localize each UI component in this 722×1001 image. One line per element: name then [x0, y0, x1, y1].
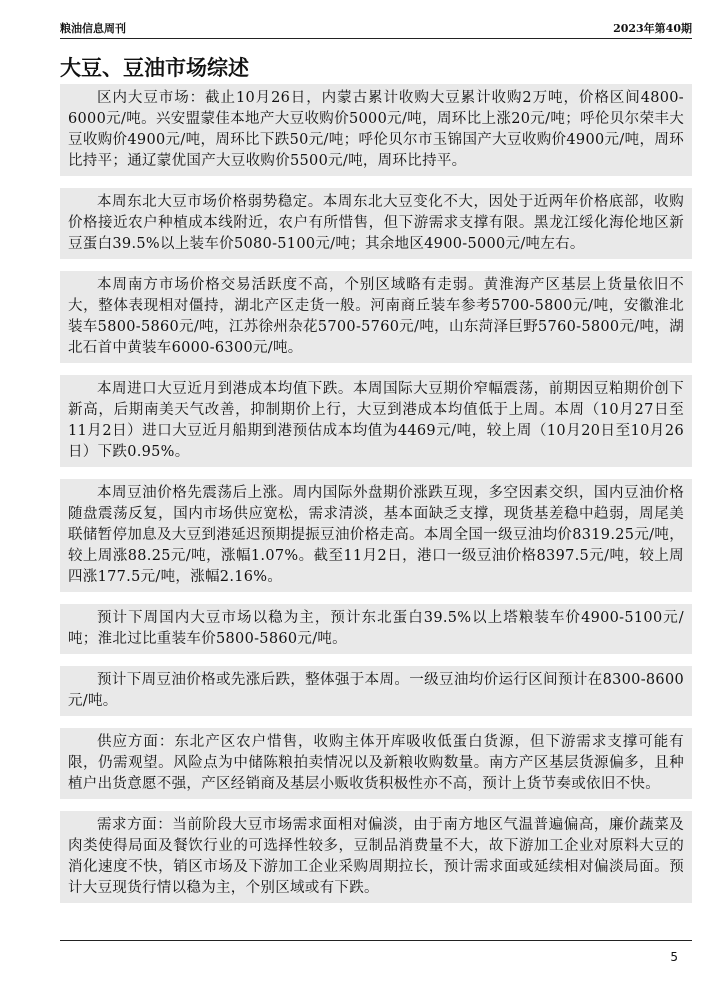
issue-number: 2023年第40期	[613, 22, 692, 35]
paragraph-box	[60, 375, 692, 467]
paragraph-box	[60, 271, 692, 363]
page-header	[60, 14, 692, 39]
paragraph-box	[60, 479, 692, 592]
article-title: 大豆、豆油市场综述	[60, 56, 249, 80]
paragraph-box	[60, 728, 692, 799]
paragraph-box	[60, 666, 692, 716]
paragraph-import-soybean: 本周进口大豆近月到港成本均值下跌。本周国际大豆期价窄幅震荡，前期因豆粕期价创下新高，后期南美天气改善，抑制期价上行，大豆到港成本均值低于上周。本周（10月27日至11月2日）进口大豆近月船期到港预估成本均值为4469元/吨，较上周（10月20日至10月26日）下跌0.95%。	[68, 381, 684, 460]
paragraph-south-market: 本周南方市场价格交易活跃度不高，个别区域略有走弱。黄淮海产区基层上货量依旧不大，整体表现相对僵持，湖北产区走货一般。河南商丘装车参考5700-5800元/吨，安徽淮北装车5800-5860元/吨，江苏徐州杂花5700-5760元/吨，山东菏泽巨野5760-5800元/吨，湖北石首中黄装车6000-6300元/吨。	[68, 277, 684, 356]
paragraph-oil-forecast: 预计下周豆油价格或先涨后跌，整体强于本周。一级豆油均价运行区间预计在8300-8600元/吨。	[68, 672, 684, 709]
publication-name: 粮油信息周刊	[60, 22, 126, 35]
paragraph-domestic-soybean: 区内大豆市场：截止10月26日，内蒙古累计收购大豆累计收购2万吨，价格区间4800-6000元/吨。兴安盟蒙佳本地产大豆收购价5000元/吨，周环比上涨20元/吨；呼伦贝尔荣丰大豆收购价4900元/吨，周环比下跌50元/吨；呼伦贝尔市玉锦国产大豆收购价4900元/吨，周环比持平；通辽蒙优国产大豆收购价5500元/吨，周环比持平。	[68, 90, 684, 169]
paragraph-soybean-oil: 本周豆油价格先震荡后上涨。周内国际外盘期价涨跌互现，多空因素交织，国内豆油价格随盘震荡反复，国内市场供应宽松，需求清淡，基本面缺乏支撑，现货基差稳中趋弱，周尾美联储暂停加息及大豆到港延迟预期提振豆油价格走高。本周全国一级豆油均价8319.25元/吨，较上周涨88.25元/吨，涨幅1.07%。截至11月2日，港口一级豆油价格8397.5元/吨，较上周四涨177.5元/吨，涨幅2.16%。	[68, 485, 684, 585]
footer-divider	[60, 940, 692, 941]
paragraph-box	[60, 604, 692, 654]
paragraph-box	[60, 811, 692, 903]
paragraph-soybean-forecast: 预计下周国内大豆市场以稳为主，预计东北蛋白39.5%以上塔粮装车价4900-5100元/吨；淮北过比重装车价5800-5860元/吨。	[68, 610, 684, 647]
paragraph-box	[60, 84, 692, 176]
paragraph-supply: 供应方面：东北产区农户惜售，收购主体开库吸收低蛋白货源，但下游需求支撑可能有限，仍需观望。风险点为中储陈粮拍卖情况以及新粮收购数量。南方产区基层货源偏多，且种植户出货意愿不强，产区经销商及基层小贩收货积极性亦不高，预计上货节奏或依旧不快。	[68, 734, 684, 792]
paragraph-northeast-market: 本周东北大豆市场价格弱势稳定。本周东北大豆变化不大，因处于近两年价格底部，收购价格接近农户种植成本线附近，农户有所惜售，但下游需求支撑有限。黑龙江绥化海伦地区新豆蛋白39.5%以上装车价5080-5100元/吨；其余地区4900-5000元/吨左右。	[68, 194, 684, 252]
paragraph-box	[60, 188, 692, 259]
page-number: 5	[670, 950, 678, 964]
article-body	[60, 84, 692, 915]
paragraph-demand: 需求方面：当前阶段大豆市场需求面相对偏淡，由于南方地区气温普遍偏高，廉价蔬菜及肉类使得局面及餐饮行业的可选择性较多，豆制品消费量不大，故下游加工企业对原料大豆的消化速度不快，销区市场及下游加工企业采购周期拉长，预计需求面或延续相对偏淡局面。预计大豆现货行情以稳为主，个别区域或有下跌。	[68, 817, 684, 896]
